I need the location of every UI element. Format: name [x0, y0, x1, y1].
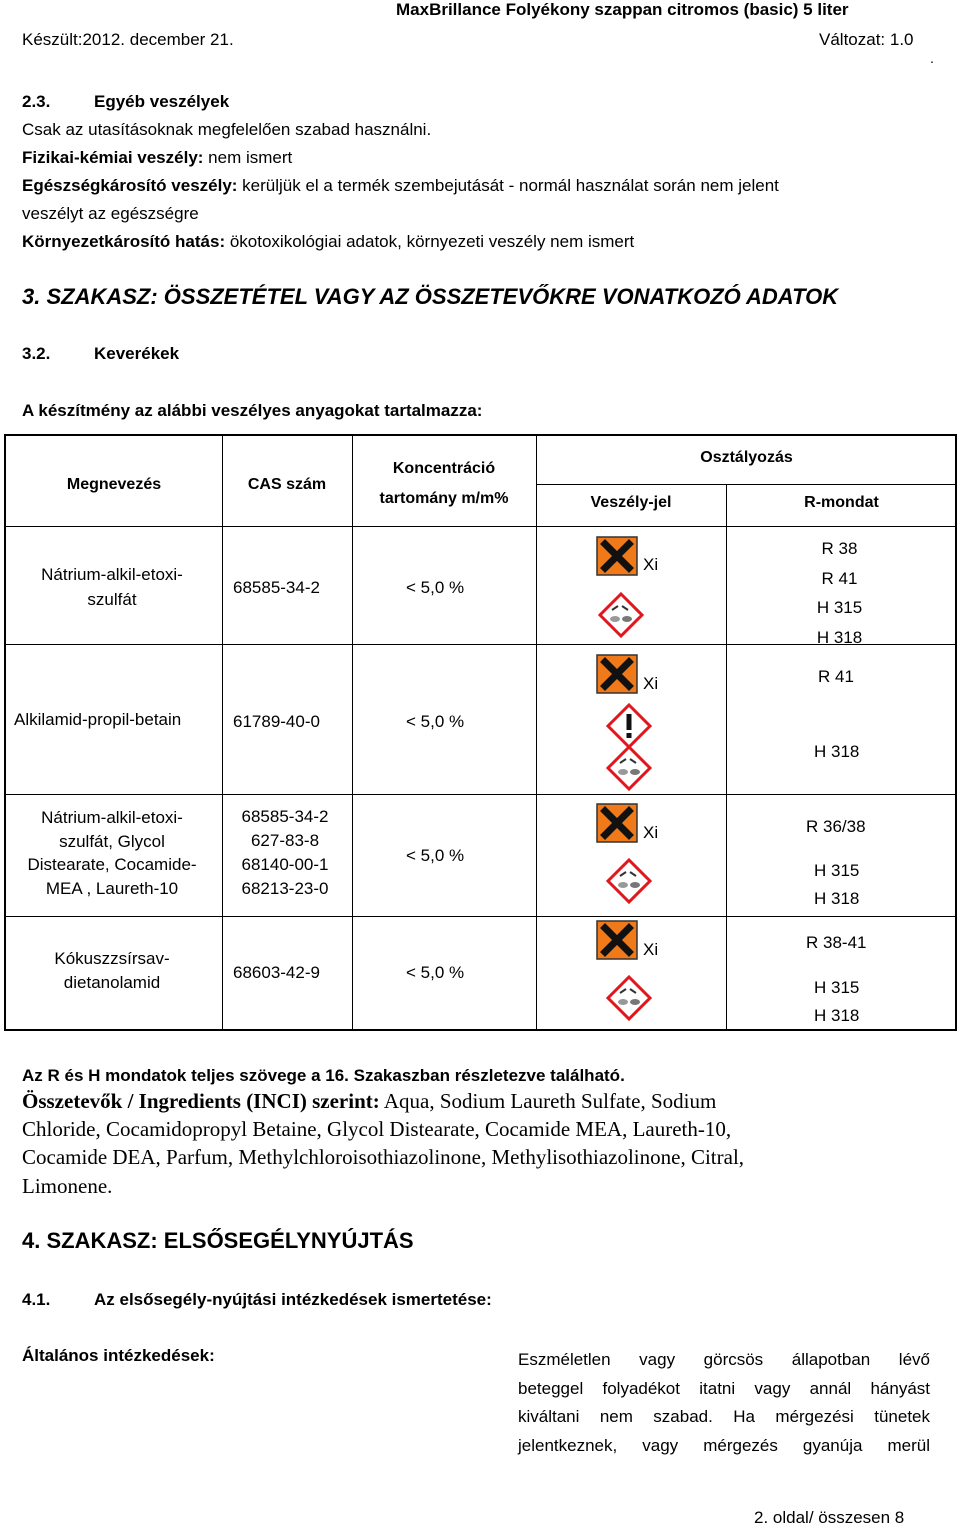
row4-phrase: H 315 [814, 978, 860, 997]
row3-name-line: Distearate, Cocamide- [27, 855, 197, 874]
section-4-1-heading: Az elsősegély-nyújtási intézkedések ismertetése: [94, 1290, 492, 1309]
row1-name-line: szulfát [87, 590, 137, 609]
row3-cas-line: 68213-23-0 [241, 879, 329, 898]
row3-concentration: < 5,0 % [406, 846, 465, 865]
row1-xi-label: Xi [643, 555, 659, 574]
harmful-x-icon [596, 536, 638, 576]
row3-name [4, 806, 220, 900]
physical-hazard-text: nem ismert [203, 148, 293, 167]
row4-name-line: Kókuszzsírsav- [54, 949, 170, 968]
corrosion-icon [598, 592, 644, 638]
ingredients-line: Cocamide DEA, Parfum, Methylchloroisothiazolinone, Methylisothiazolinone, Citral, [22, 1145, 745, 1169]
row4-name-line: dietanolamid [63, 973, 161, 992]
header-classification: Osztályozás [700, 449, 793, 466]
creation-date: Készült:2012. december 21. [22, 30, 234, 49]
usage-note: Csak az utasításoknak megfelelően szabad használni. [22, 120, 432, 139]
ingredients-text: Aqua, Sodium Laureth Sulfate, Sodium [379, 1089, 717, 1113]
row3-cas-line: 627-83-8 [250, 831, 320, 850]
row-divider [6, 794, 955, 795]
section-3-2-heading: Keverékek [94, 344, 180, 363]
row2-xi-label: Xi [643, 674, 659, 693]
row1-phrase: H 318 [816, 627, 863, 647]
row3-name-line: szulfát, Glycol [59, 831, 165, 851]
row1-phrase: R 38 [821, 539, 858, 558]
ingredients-line: Limonene. [22, 1174, 113, 1198]
section-4-1-number: 4.1. [22, 1290, 51, 1309]
row1-concentration: < 5,0 % [406, 578, 465, 597]
physical-hazard-line [22, 148, 292, 168]
row3-cas [220, 805, 350, 901]
health-hazard-line [22, 176, 779, 196]
row3-phrase: H 315 [814, 861, 860, 880]
general-measures-line: jelentkeznek, vagy mérgezés gyanúja merül [518, 1435, 930, 1455]
row1-phrase: R 41 [821, 568, 858, 588]
exclamation-icon [606, 703, 652, 749]
section-4-heading: 4. SZAKASZ: ELSŐSEGÉLYNYÚJTÁS [22, 1228, 414, 1253]
general-measures-label: Általános intézkedések: [22, 1346, 215, 1365]
col-divider [222, 436, 223, 1029]
version-label: Változat: 1.0 [819, 30, 914, 49]
classification-divider [536, 484, 955, 485]
rh-phrase-note: Az R és H mondatok teljes szövege a 16. Szakaszban részletezve található. [22, 1066, 625, 1085]
page-number: 2. oldal/ összesen 8 [754, 1508, 905, 1527]
section-3-2-number: 3.2. [22, 344, 51, 363]
row1-cas: 68585-34-2 [233, 578, 320, 597]
row1-phrase: H 315 [816, 598, 863, 617]
col-divider [536, 436, 537, 1029]
header-concentration-range: tartomány m/m% [379, 490, 509, 507]
row4-xi-label: Xi [643, 940, 659, 959]
section-2-3-number: 2.3. [22, 92, 51, 111]
general-measures-text [518, 1346, 930, 1460]
environmental-hazard-label: Környezetkárosító hatás: [22, 232, 226, 251]
row-divider [6, 526, 955, 527]
row2-phrase: H 318 [814, 742, 860, 761]
row2-phrase: R 41 [818, 667, 854, 686]
row4-phrase: R 38-41 [806, 933, 867, 952]
row3-xi-label: Xi [643, 823, 659, 842]
row3-name-line: MEA , Laureth-10 [45, 878, 179, 898]
corrosion-icon [606, 745, 652, 791]
header-cas: CAS szám [247, 476, 327, 493]
row1-phrases [724, 534, 955, 652]
document-title: MaxBrillance Folyékony szappan citromos (basic) 5 liter [396, 0, 849, 19]
header-name: Megnevezés [66, 476, 162, 493]
section-2-3-heading: Egyéb veszélyek [94, 92, 230, 111]
row1-name-line: Nátrium-alkil-etoxi- [41, 565, 183, 584]
header-concentration: Koncentráció [392, 460, 496, 477]
row4-concentration: < 5,0 % [406, 963, 465, 982]
col-divider [352, 436, 353, 1029]
row4-phrase: H 318 [814, 1006, 860, 1025]
harmful-x-icon [596, 920, 638, 960]
ingredients-line [22, 1089, 716, 1114]
ingredients-label: Összetevők / Ingredients (INCI) szerint: [22, 1089, 380, 1113]
harmful-x-icon [596, 803, 638, 843]
corrosion-icon [606, 975, 652, 1021]
row3-phrase: H 318 [814, 889, 860, 908]
row4-cas: 68603-42-9 [233, 963, 320, 982]
table-intro: A készítmény az alábbi veszélyes anyagokat tartalmazza: [22, 401, 483, 420]
row1-name [4, 562, 220, 612]
health-hazard-text: kerüljük el a termék szembejutását - normál használat során nem jelent [237, 176, 779, 195]
general-measures-line: Eszméletlen vagy görcsös állapotban lévő [518, 1350, 930, 1369]
corrosion-icon [606, 858, 652, 904]
row3-name-line: Nátrium-alkil-etoxi- [41, 808, 183, 827]
environmental-hazard-text: ökotoxikológiai adatok, környezeti veszély nem ismert [225, 232, 635, 251]
general-measures-line: kiváltani nem szabad. Ha mérgezési tünetek [518, 1407, 930, 1426]
ingredients-line: Chloride, Cocamidopropyl Betaine, Glycol Distearate, Cocamide MEA, Laureth-10, [22, 1117, 732, 1141]
row3-cas-line: 68140-00-1 [241, 855, 329, 874]
header-dot: . [930, 50, 934, 66]
row4-name [4, 947, 220, 995]
environmental-hazard-line [22, 232, 634, 252]
header-r-phrase: R-mondat [804, 494, 879, 511]
general-measures-line: beteggel folyadékot itatni vagy annál hányást [518, 1378, 930, 1398]
health-hazard-continuation: veszélyt az egészségre [22, 204, 199, 223]
row3-cas-line: 68585-34-2 [241, 807, 329, 826]
row2-concentration: < 5,0 % [406, 712, 465, 731]
health-hazard-label: Egészségkárosító veszély: [22, 176, 238, 195]
section-3-heading: 3. SZAKASZ: ÖSSZETÉTEL VAGY AZ ÖSSZETEVŐKRE VONATKOZÓ ADATOK [22, 284, 839, 309]
row2-name: Alkilamid-propil-betain [14, 710, 182, 729]
row3-phrase: R 36/38 [806, 817, 866, 836]
header-hazard-symbol: Veszély-jel [590, 494, 672, 511]
harmful-x-icon [596, 654, 638, 694]
row2-cas: 61789-40-0 [233, 712, 320, 731]
physical-hazard-label: Fizikai-kémiai veszély: [22, 148, 204, 167]
row-divider [6, 916, 955, 917]
